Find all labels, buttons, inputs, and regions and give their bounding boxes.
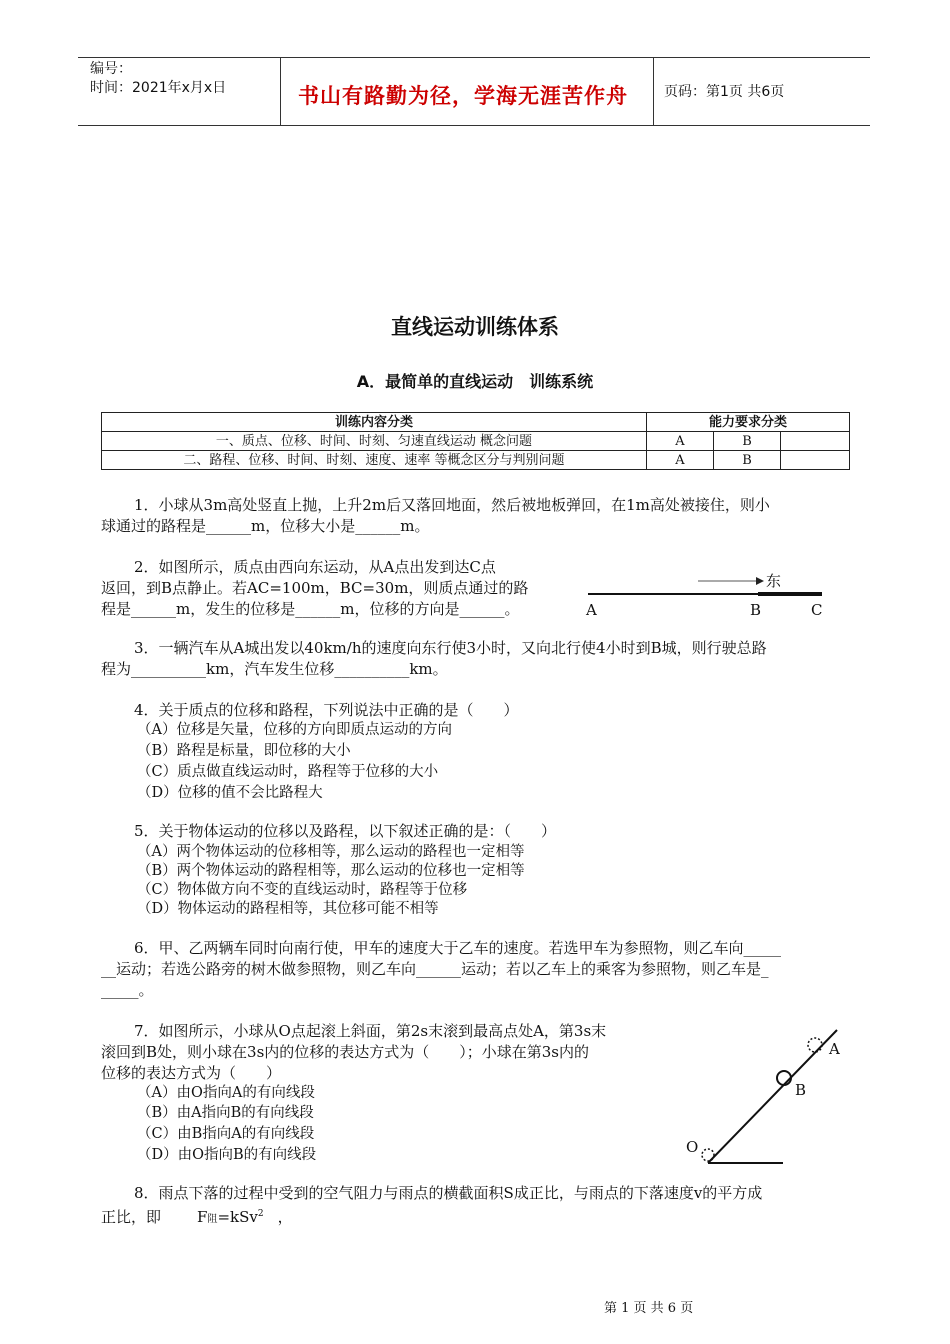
q2-line-diagram <box>580 570 840 622</box>
q5-option-a: （A）两个物体运动的位移相等，那么运动的路程也一定相等 <box>137 844 525 860</box>
header-divider-right <box>653 57 654 126</box>
q7-option-c: （C）由B指向A的有向线段 <box>137 1126 315 1142</box>
q7-line2: 滚回到B处，则小球在3s内的位移的表达方式为（ ）；小球在第3s内的 <box>101 1043 590 1061</box>
ball-at-a <box>808 1038 822 1052</box>
table-cell-a: A <box>647 432 714 451</box>
incline-point-o-label: O <box>686 1138 699 1156</box>
q3-line1: 3．一辆汽车从A城出发以40km/h的速度向东行使3小时，又向北行使4小时到B城，则行驶总路 <box>134 639 767 657</box>
doc-number-label: 编号： <box>90 61 132 77</box>
q8-line2 <box>101 1204 293 1230</box>
incline-point-a-label: A <box>829 1040 840 1058</box>
q6-line3: _____。 <box>101 981 154 999</box>
point-a-label: A <box>586 601 597 619</box>
q5-option-d: （D）物体运动的路程相等，其位移可能不相等 <box>137 901 439 917</box>
table-cell-c <box>781 451 850 470</box>
table-cell-b: B <box>714 432 781 451</box>
ball-at-o <box>702 1149 714 1161</box>
q3-line2: 程为__________km，汽车发生位移__________km。 <box>101 660 448 678</box>
q4-stem: 4．关于质点的位移和路程，下列说法中正确的是（ ） <box>134 701 519 719</box>
table-cell-content: 一、质点、位移、时间、时刻、匀速直线运动 概念问题 <box>102 432 647 451</box>
ball-at-b <box>777 1071 791 1085</box>
header-motto: 书山有路勤为径，学海无涯苦作舟 <box>298 84 628 108</box>
header-bottom-rule <box>78 125 870 126</box>
q8-formula-sub: 阻 <box>207 1214 218 1225</box>
q1-line2: 球通过的路程是______m，位移大小是______m。 <box>101 517 430 535</box>
east-label: 东 <box>766 572 782 590</box>
q7-incline-diagram <box>690 1022 850 1170</box>
q1-line1: 1．小球从3m高处竖直上抛，上升2m后又落回地面，然后被地板弹回，在1m高处被接住，则小 <box>134 496 770 514</box>
table-cell-b: B <box>714 451 781 470</box>
table-head-content: 训练内容分类 <box>102 413 647 432</box>
q8-formula-f: F <box>197 1208 208 1226</box>
q2-line1: 2．如图所示，质点由西向东运动，从A点出发到达C点 <box>134 558 496 576</box>
q8-line2-suffix: ， <box>277 1208 293 1226</box>
q8-line2-prefix: 正比，即 <box>101 1208 162 1226</box>
q4-option-a: （A）位移是矢量，位移的方向即质点运动的方向 <box>137 722 452 738</box>
q7-option-b: （B）由A指向B的有向线段 <box>137 1105 314 1121</box>
direction-arrowhead <box>756 577 764 585</box>
table-cell-a: A <box>647 451 714 470</box>
table-cell-content: 二、路程、位移、时间、时刻、速度、速率 等概念区分与判别问题 <box>102 451 647 470</box>
q7-option-a: （A）由O指向A的有向线段 <box>137 1085 315 1101</box>
q4-option-c: （C）质点做直线运动时，路程等于位移的大小 <box>137 764 439 780</box>
q2-line2: 返回，到B点静止。若AC=100m，BC=30m，则质点通过的路 <box>101 579 529 597</box>
table-cell-c <box>781 432 850 451</box>
point-c-label: C <box>811 601 823 619</box>
q8-formula-sup: 2 <box>257 1209 264 1219</box>
q6-line1: 6．甲、乙两辆车同时向南行使，甲车的速度大于乙车的速度。若选甲车为参照物，则乙车向_____ <box>134 939 782 957</box>
page-footer: 第 1 页 共 6 页 <box>604 1301 694 1316</box>
q2-line3: 程是______m，发生的位移是______m，位移的方向是______。 <box>101 600 520 618</box>
q6-line2: __运动；若选公路旁的树木做参照物，则乙车向______运动；若以乙车上的乘客为参照物，则乙车是_ <box>101 960 769 978</box>
q7-option-d: （D）由O指向B的有向线段 <box>137 1147 317 1163</box>
point-b-label: B <box>750 601 762 619</box>
q4-option-b: （B）路程是标量，即位移的大小 <box>137 743 351 759</box>
q5-option-c: （C）物体做方向不变的直线运动时，路程等于位移 <box>137 882 468 898</box>
q7-line1: 7．如图所示，小球从O点起滚上斜面，第2s末滚到最高点处A，第3s末 <box>134 1022 607 1040</box>
table-header-row <box>102 413 850 432</box>
q4-option-d: （D）位移的值不会比路程大 <box>137 785 323 801</box>
page-code: 页码：第1页 共6页 <box>664 84 785 100</box>
q8-formula-rhs: =kSv <box>217 1208 258 1226</box>
q5-stem: 5．关于物体运动的位移以及路程，以下叙述正确的是：（ ） <box>134 822 557 840</box>
q7-line3: 位移的表达方式为（ ） <box>101 1064 282 1082</box>
q5-option-b: （B）两个物体运动的路程相等，那么运动的位移也一定相等 <box>137 863 525 879</box>
classification-table <box>101 412 850 470</box>
q8-line1: 8．雨点下落的过程中受到的空气阻力与雨点的横截面积S成正比，与雨点的下落速度v的平方成 <box>134 1184 763 1202</box>
section-subtitle: A．最简单的直线运动 训练系统 <box>356 372 594 391</box>
header-top-rule <box>78 57 870 58</box>
table-row <box>102 451 850 470</box>
incline-point-b-label: B <box>795 1081 807 1099</box>
table-head-ability: 能力要求分类 <box>647 413 850 432</box>
incline-line <box>708 1030 837 1163</box>
header-divider-left <box>280 57 281 126</box>
table-row <box>102 432 850 451</box>
doc-time-label: 时间：2021年x月x日 <box>90 80 227 96</box>
page-title: 直线运动训练体系 <box>391 315 559 339</box>
